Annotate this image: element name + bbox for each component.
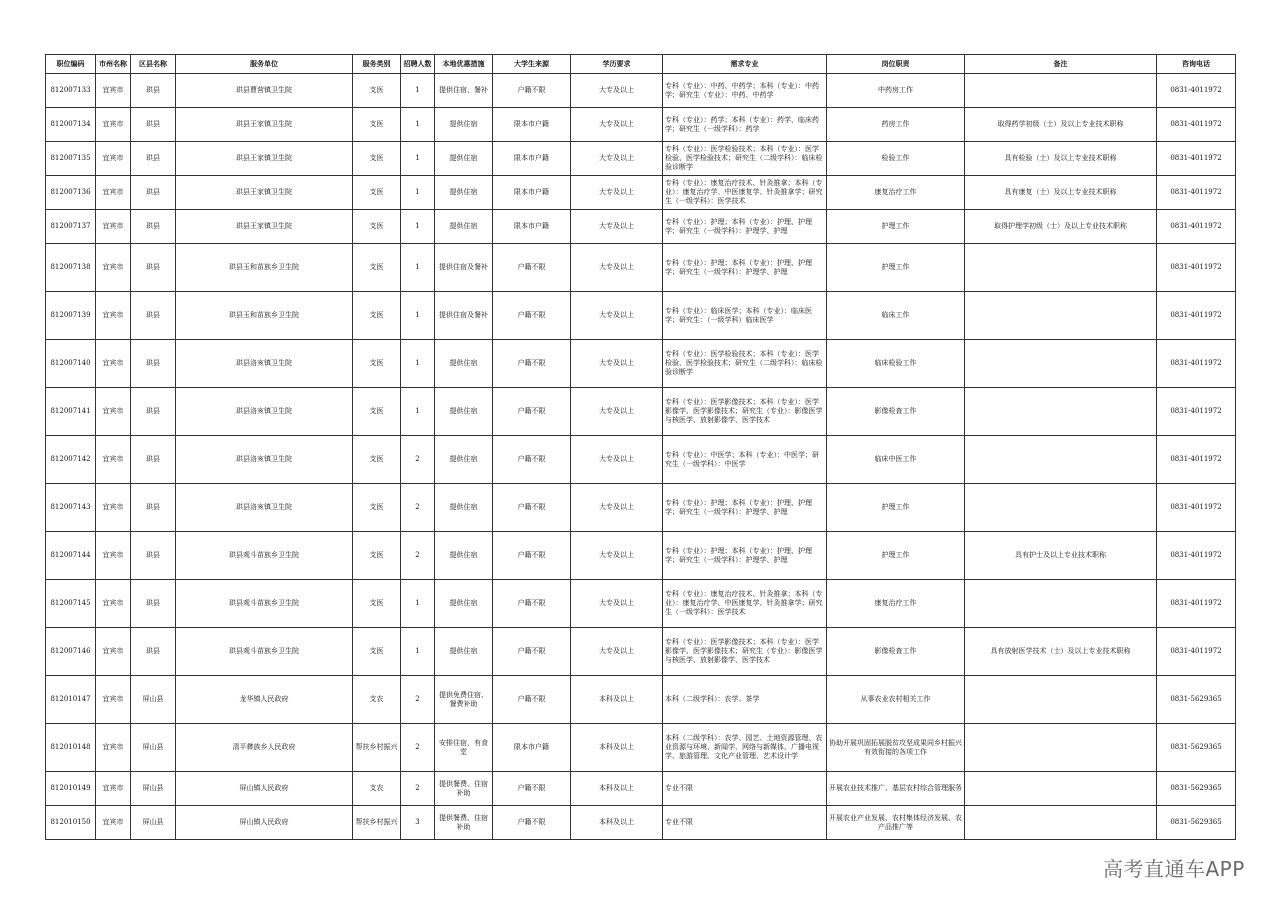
phone-cell: 0831-4011972 [1157, 436, 1236, 484]
phone-cell: 0831-4011972 [1157, 244, 1236, 292]
table-row [46, 676, 1236, 724]
county-cell: 珙县 [131, 292, 176, 340]
unit-cell: 清平彝族乡人民政府 [176, 724, 353, 772]
job-table [45, 54, 1236, 840]
city-cell: 宜宾市 [96, 176, 131, 210]
header-major: 需求专业 [663, 55, 827, 74]
phone-cell: 0831-5629365 [1157, 724, 1236, 772]
count-cell: 1 [401, 210, 435, 244]
header-phone: 咨询电话 [1157, 55, 1236, 74]
duty-cell: 影像检查工作 [827, 388, 965, 436]
phone-cell: 0831-4011972 [1157, 142, 1236, 176]
phone-cell: 0831-5629365 [1157, 676, 1236, 724]
remark-cell: 具有检验（士）及以上专业技术职称 [965, 142, 1157, 176]
source-cell: 户籍不限 [493, 580, 571, 628]
count-cell: 1 [401, 628, 435, 676]
major-cell: 专科（专业）：中医学；本科（专业）：中医学；研究生（一级学科）：中医学 [663, 436, 827, 484]
category-cell: 支医 [353, 210, 401, 244]
code-cell: 812007137 [46, 210, 96, 244]
county-cell: 珙县 [131, 142, 176, 176]
count-cell: 1 [401, 340, 435, 388]
education-cell: 大专及以上 [571, 108, 663, 142]
duty-cell: 开展农业产业发展、农村集体经济发展、农产品推广等 [827, 806, 965, 840]
category-cell: 帮扶乡村振兴 [353, 806, 401, 840]
unit-cell: 龙华镇人民政府 [176, 676, 353, 724]
benefit-cell: 提供住宿 [435, 388, 493, 436]
major-cell: 专业不限 [663, 806, 827, 840]
code-cell: 812007134 [46, 108, 96, 142]
table-row [46, 74, 1236, 108]
header-county: 区县名称 [131, 55, 176, 74]
unit-cell: 珙县王家镇卫生院 [176, 176, 353, 210]
major-cell: 专科（专业）：康复治疗技术、针灸推拿；本科（专业）：康复治疗学、中医康复学、针灸推拿学；研究生（一级学科）：医学技术 [663, 176, 827, 210]
remark-cell [965, 340, 1157, 388]
major-cell: 本科（二级学科）：农学、茶学 [663, 676, 827, 724]
category-cell: 支医 [353, 340, 401, 388]
remark-cell [965, 388, 1157, 436]
category-cell: 支医 [353, 436, 401, 484]
city-cell: 宜宾市 [96, 532, 131, 580]
source-cell: 户籍不限 [493, 436, 571, 484]
category-cell: 支医 [353, 628, 401, 676]
source-cell: 限本市户籍 [493, 142, 571, 176]
benefit-cell: 提供住宿及餐补 [435, 244, 493, 292]
remark-cell [965, 772, 1157, 806]
city-cell: 宜宾市 [96, 210, 131, 244]
code-cell: 812007143 [46, 484, 96, 532]
county-cell: 珙县 [131, 244, 176, 292]
table-header-row [46, 55, 1236, 74]
table-row [46, 484, 1236, 532]
unit-cell: 珙县王家镇卫生院 [176, 108, 353, 142]
remark-cell [965, 484, 1157, 532]
city-cell: 宜宾市 [96, 484, 131, 532]
table-row [46, 772, 1236, 806]
phone-cell: 0831-4011972 [1157, 210, 1236, 244]
city-cell: 宜宾市 [96, 142, 131, 176]
unit-cell: 珙县玉和苗族乡卫生院 [176, 292, 353, 340]
education-cell: 大专及以上 [571, 532, 663, 580]
remark-cell: 取得药学初级（士）及以上专业技术职称 [965, 108, 1157, 142]
table-row [46, 580, 1236, 628]
unit-cell: 珙县王家镇卫生院 [176, 142, 353, 176]
count-cell: 1 [401, 388, 435, 436]
unit-cell: 珙县洛亥镇卫生院 [176, 388, 353, 436]
count-cell: 2 [401, 484, 435, 532]
source-cell: 户籍不限 [493, 628, 571, 676]
duty-cell: 护理工作 [827, 210, 965, 244]
category-cell: 支医 [353, 244, 401, 292]
education-cell: 本科及以上 [571, 724, 663, 772]
benefit-cell: 提供餐费、住宿补助 [435, 772, 493, 806]
county-cell: 屏山县 [131, 676, 176, 724]
code-cell: 812010148 [46, 724, 96, 772]
source-cell: 限本市户籍 [493, 108, 571, 142]
category-cell: 支医 [353, 484, 401, 532]
unit-cell: 屏山镇人民政府 [176, 806, 353, 840]
phone-cell: 0831-4011972 [1157, 176, 1236, 210]
unit-cell: 珙县观斗苗族乡卫生院 [176, 532, 353, 580]
code-cell: 812007140 [46, 340, 96, 388]
code-cell: 812010147 [46, 676, 96, 724]
county-cell: 珙县 [131, 484, 176, 532]
table-row [46, 244, 1236, 292]
header-education: 学历要求 [571, 55, 663, 74]
source-cell: 限本市户籍 [493, 176, 571, 210]
remark-cell [965, 676, 1157, 724]
benefit-cell: 提供住宿 [435, 108, 493, 142]
code-cell: 812007136 [46, 176, 96, 210]
city-cell: 宜宾市 [96, 244, 131, 292]
education-cell: 本科及以上 [571, 806, 663, 840]
source-cell: 户籍不限 [493, 244, 571, 292]
phone-cell: 0831-4011972 [1157, 532, 1236, 580]
education-cell: 大专及以上 [571, 210, 663, 244]
city-cell: 宜宾市 [96, 74, 131, 108]
city-cell: 宜宾市 [96, 108, 131, 142]
source-cell: 户籍不限 [493, 772, 571, 806]
header-duty: 岗位职责 [827, 55, 965, 74]
phone-cell: 0831-5629365 [1157, 772, 1236, 806]
count-cell: 3 [401, 806, 435, 840]
source-cell: 户籍不限 [493, 484, 571, 532]
remark-cell [965, 292, 1157, 340]
county-cell: 珙县 [131, 436, 176, 484]
phone-cell: 0831-4011972 [1157, 484, 1236, 532]
header-code: 职位编码 [46, 55, 96, 74]
header-benefit: 本地优惠措施 [435, 55, 493, 74]
phone-cell: 0831-4011972 [1157, 340, 1236, 388]
duty-cell: 中药房工作 [827, 74, 965, 108]
count-cell: 1 [401, 292, 435, 340]
county-cell: 屏山县 [131, 772, 176, 806]
major-cell: 专科（专业）：临床医学；本科（专业）：临床医学；研究生：（一级学科）临床医学 [663, 292, 827, 340]
benefit-cell: 提供住宿 [435, 176, 493, 210]
code-cell: 812007133 [46, 74, 96, 108]
category-cell: 支医 [353, 532, 401, 580]
header-city: 市州名称 [96, 55, 131, 74]
duty-cell: 临床中医工作 [827, 436, 965, 484]
education-cell: 大专及以上 [571, 176, 663, 210]
education-cell: 大专及以上 [571, 340, 663, 388]
source-cell: 户籍不限 [493, 532, 571, 580]
major-cell: 专科（专业）：护理；本科（专业）：护理、护理学；研究生（一级学科）：护理学、护理 [663, 532, 827, 580]
category-cell: 支医 [353, 108, 401, 142]
benefit-cell: 提供住宿 [435, 210, 493, 244]
county-cell: 珙县 [131, 388, 176, 436]
count-cell: 2 [401, 436, 435, 484]
code-cell: 812007142 [46, 436, 96, 484]
unit-cell: 珙县曹营镇卫生院 [176, 74, 353, 108]
major-cell: 专科（专业）：医学影像技术；本科（专业）：医学影像学、医学影像技术；研究生（专业）：影像医学与核医学、放射影像学、医学技术 [663, 388, 827, 436]
remark-cell [965, 436, 1157, 484]
benefit-cell: 提供住宿 [435, 436, 493, 484]
city-cell: 宜宾市 [96, 580, 131, 628]
benefit-cell: 提供住宿及餐补 [435, 292, 493, 340]
remark-cell: 具有护士及以上专业技术职称 [965, 532, 1157, 580]
header-count: 招聘人数 [401, 55, 435, 74]
code-cell: 812007141 [46, 388, 96, 436]
duty-cell: 康复治疗工作 [827, 176, 965, 210]
count-cell: 1 [401, 142, 435, 176]
education-cell: 本科及以上 [571, 676, 663, 724]
benefit-cell: 提供住宿 [435, 142, 493, 176]
major-cell: 本科（二级学科）：农学、园艺、土地资源管理、农业资源与环境、新闻学、网络与新媒体、广播电视学、旅游管理、文化产业管理、艺术设计学 [663, 724, 827, 772]
category-cell: 帮扶乡村振兴 [353, 724, 401, 772]
unit-cell: 珙县洛亥镇卫生院 [176, 436, 353, 484]
count-cell: 1 [401, 244, 435, 292]
county-cell: 珙县 [131, 210, 176, 244]
table-row [46, 436, 1236, 484]
phone-cell: 0831-4011972 [1157, 74, 1236, 108]
unit-cell: 珙县洛亥镇卫生院 [176, 340, 353, 388]
duty-cell: 临床工作 [827, 292, 965, 340]
remark-cell: 具有放射医学技术（士）及以上专业技术职称 [965, 628, 1157, 676]
major-cell: 专科（专业）：药学；本科（专业）：药学、临床药学；研究生（一级学科）：药学 [663, 108, 827, 142]
duty-cell: 康复治疗工作 [827, 580, 965, 628]
city-cell: 宜宾市 [96, 436, 131, 484]
duty-cell: 药房工作 [827, 108, 965, 142]
county-cell: 珙县 [131, 532, 176, 580]
category-cell: 支医 [353, 388, 401, 436]
duty-cell: 护理工作 [827, 484, 965, 532]
unit-cell: 珙县王家镇卫生院 [176, 210, 353, 244]
table-row [46, 806, 1236, 840]
category-cell: 支医 [353, 292, 401, 340]
city-cell: 宜宾市 [96, 292, 131, 340]
table-row [46, 628, 1236, 676]
code-cell: 812007144 [46, 532, 96, 580]
header-source: 大学生来源 [493, 55, 571, 74]
count-cell: 1 [401, 176, 435, 210]
phone-cell: 0831-4011972 [1157, 108, 1236, 142]
header-remark: 备注 [965, 55, 1157, 74]
category-cell: 支医 [353, 580, 401, 628]
header-unit: 服务单位 [176, 55, 353, 74]
unit-cell: 珙县观斗苗族乡卫生院 [176, 628, 353, 676]
remark-cell [965, 74, 1157, 108]
duty-cell: 临床检验工作 [827, 340, 965, 388]
duty-cell: 检验工作 [827, 142, 965, 176]
benefit-cell: 提供住宿 [435, 580, 493, 628]
city-cell: 宜宾市 [96, 340, 131, 388]
phone-cell: 0831-4011972 [1157, 388, 1236, 436]
code-cell: 812010149 [46, 772, 96, 806]
major-cell: 专科（专业）：医学影像技术；本科（专业）：医学影像学、医学影像技术；研究生（专业）：影像医学与核医学、放射影像学、医学技术 [663, 628, 827, 676]
unit-cell: 珙县洛亥镇卫生院 [176, 484, 353, 532]
county-cell: 珙县 [131, 74, 176, 108]
remark-cell [965, 724, 1157, 772]
benefit-cell: 提供住宿 [435, 628, 493, 676]
table-row [46, 108, 1236, 142]
source-cell: 限本市户籍 [493, 210, 571, 244]
duty-cell: 影像检查工作 [827, 628, 965, 676]
code-cell: 812007146 [46, 628, 96, 676]
remark-cell [965, 580, 1157, 628]
source-cell: 限本市户籍 [493, 724, 571, 772]
benefit-cell: 提供住宿 [435, 484, 493, 532]
count-cell: 1 [401, 108, 435, 142]
benefit-cell: 提供住宿 [435, 532, 493, 580]
table-row [46, 532, 1236, 580]
unit-cell: 珙县观斗苗族乡卫生院 [176, 580, 353, 628]
education-cell: 大专及以上 [571, 436, 663, 484]
city-cell: 宜宾市 [96, 806, 131, 840]
major-cell: 专科（专业）：医学检验技术；本科（专业）：医学检验、医学检验技术；研究生（二级学科）：临床检验诊断学 [663, 340, 827, 388]
category-cell: 支农 [353, 772, 401, 806]
duty-cell: 从事农业农村相关工作 [827, 676, 965, 724]
major-cell: 专科（专业）：护理；本科（专业）：护理、护理学；研究生（一级学科）：护理学、护理 [663, 484, 827, 532]
source-cell: 户籍不限 [493, 74, 571, 108]
education-cell: 大专及以上 [571, 628, 663, 676]
phone-cell: 0831-5629365 [1157, 806, 1236, 840]
count-cell: 2 [401, 772, 435, 806]
table-body [46, 74, 1236, 840]
category-cell: 支医 [353, 74, 401, 108]
education-cell: 大专及以上 [571, 244, 663, 292]
code-cell: 812007145 [46, 580, 96, 628]
education-cell: 大专及以上 [571, 484, 663, 532]
major-cell: 专科（专业）：康复治疗技术、针灸推拿；本科（专业）：康复治疗学、中医康复学、针灸推拿学；研究生（一级学科）：医学技术 [663, 580, 827, 628]
county-cell: 珙县 [131, 580, 176, 628]
benefit-cell: 提供住宿 [435, 340, 493, 388]
remark-cell: 具有康复（士）及以上专业技术职称 [965, 176, 1157, 210]
major-cell: 专科（专业）：护理；本科（专业）：护理、护理学；研究生（一级学科）：护理学、护理 [663, 210, 827, 244]
education-cell: 大专及以上 [571, 74, 663, 108]
remark-cell [965, 244, 1157, 292]
source-cell: 户籍不限 [493, 676, 571, 724]
source-cell: 户籍不限 [493, 292, 571, 340]
source-cell: 户籍不限 [493, 388, 571, 436]
code-cell: 812007138 [46, 244, 96, 292]
benefit-cell: 提供餐费、住宿补助 [435, 806, 493, 840]
benefit-cell: 提供免费住宿、餐费补助 [435, 676, 493, 724]
category-cell: 支医 [353, 176, 401, 210]
phone-cell: 0831-4011972 [1157, 628, 1236, 676]
city-cell: 宜宾市 [96, 772, 131, 806]
education-cell: 大专及以上 [571, 580, 663, 628]
unit-cell: 屏山镇人民政府 [176, 772, 353, 806]
major-cell: 专科（专业）：护理；本科（专业）：护理、护理学；研究生（一级学科）：护理学、护理 [663, 244, 827, 292]
source-cell: 户籍不限 [493, 340, 571, 388]
education-cell: 大专及以上 [571, 292, 663, 340]
city-cell: 宜宾市 [96, 628, 131, 676]
duty-cell: 开展农业技术推广、基层农村综合管理服务 [827, 772, 965, 806]
education-cell: 大专及以上 [571, 388, 663, 436]
county-cell: 珙县 [131, 176, 176, 210]
watermark-text: 高考直通车APP [1103, 857, 1245, 881]
city-cell: 宜宾市 [96, 724, 131, 772]
duty-cell: 协助开展巩固拓展脱贫攻坚成果同乡村振兴有效衔接的各项工作 [827, 724, 965, 772]
count-cell: 2 [401, 676, 435, 724]
table-row [46, 292, 1236, 340]
table-row [46, 142, 1236, 176]
major-cell: 专科（专业）：中药、中药学；本科（专业）：中药学；研究生（专业）：中药、中药学 [663, 74, 827, 108]
category-cell: 支农 [353, 676, 401, 724]
table-row [46, 340, 1236, 388]
city-cell: 宜宾市 [96, 388, 131, 436]
benefit-cell: 提供住宿、餐补 [435, 74, 493, 108]
count-cell: 2 [401, 724, 435, 772]
table-row [46, 176, 1236, 210]
source-cell: 户籍不限 [493, 806, 571, 840]
major-cell: 专科（专业）：医学检验技术；本科（专业）：医学检验、医学检验技术；研究生（二级学科）：临床检验诊断学 [663, 142, 827, 176]
education-cell: 大专及以上 [571, 142, 663, 176]
count-cell: 1 [401, 74, 435, 108]
category-cell: 支医 [353, 142, 401, 176]
county-cell: 珙县 [131, 108, 176, 142]
county-cell: 珙县 [131, 628, 176, 676]
table-row [46, 388, 1236, 436]
county-cell: 屏山县 [131, 724, 176, 772]
benefit-cell: 安排住宿，有食堂 [435, 724, 493, 772]
county-cell: 珙县 [131, 340, 176, 388]
duty-cell: 护理工作 [827, 532, 965, 580]
unit-cell: 珙县玉和苗族乡卫生院 [176, 244, 353, 292]
code-cell: 812007135 [46, 142, 96, 176]
duty-cell: 护理工作 [827, 244, 965, 292]
code-cell: 812007139 [46, 292, 96, 340]
table-row [46, 210, 1236, 244]
code-cell: 812010150 [46, 806, 96, 840]
major-cell: 专业不限 [663, 772, 827, 806]
header-category: 服务类别 [353, 55, 401, 74]
phone-cell: 0831-4011972 [1157, 580, 1236, 628]
remark-cell: 取得护理学初级（士）及以上专业技术职称 [965, 210, 1157, 244]
county-cell: 屏山县 [131, 806, 176, 840]
city-cell: 宜宾市 [96, 676, 131, 724]
remark-cell [965, 806, 1157, 840]
table-row [46, 724, 1236, 772]
education-cell: 本科及以上 [571, 772, 663, 806]
count-cell: 1 [401, 580, 435, 628]
phone-cell: 0831-4011972 [1157, 292, 1236, 340]
count-cell: 2 [401, 532, 435, 580]
